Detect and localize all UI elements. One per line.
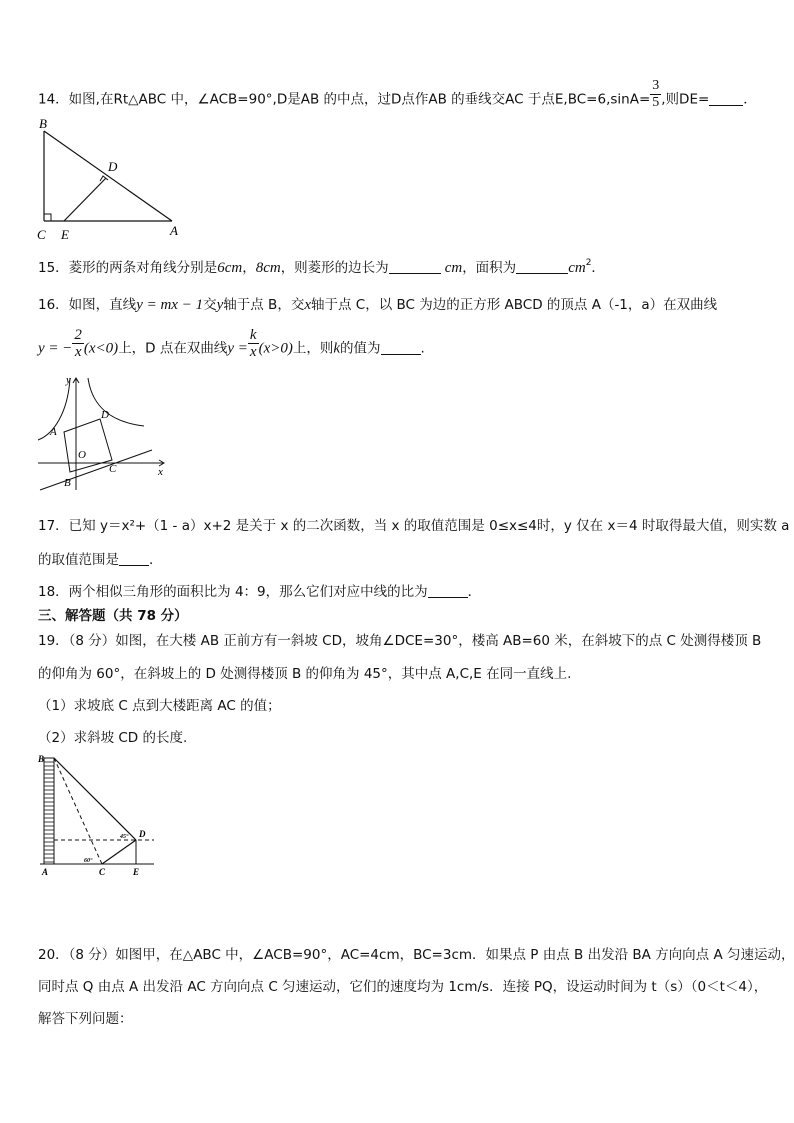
q19-label-d: D <box>139 829 146 839</box>
q16-label-b: B <box>64 477 71 489</box>
q19-figure <box>34 750 164 880</box>
q20-line2: 同时点 Q 由点 A 出发沿 AC 方向向点 C 匀速运动，它们的速度均为 1cm/s．连接 PQ，设运动时间为 t（s）（0＜t＜4）， <box>38 979 768 995</box>
q15-text: 15．菱形的两条对角线分别是6cm，8cm，则菱形的边长为 cm，面积为 $cm^2$． <box>38 258 605 276</box>
q16-answer-blank[interactable] <box>381 340 421 355</box>
q19-angle-60: 60° <box>84 858 93 864</box>
q14-label-a: A <box>170 223 178 238</box>
q16-line2: y = − $\frac{2}{x}$ (x<0)上，D 点在双曲线y = $\frac{k}{x}$ (x>0)上，则k的值为 . <box>38 327 425 360</box>
q19-label-a: A <box>42 867 49 877</box>
q14-fraction: $\frac{3}{5}$ <box>652 78 660 110</box>
q17-answer-blank[interactable] <box>119 551 149 566</box>
q20-line1: 20．（8 分）如图甲，在△ABC 中，∠ACB=90°，AC=4cm，BC=3cm．如果点 P 由点 B 出发沿 BA 方向向点 A 匀速运动， <box>38 947 794 963</box>
q14-figure <box>34 115 184 245</box>
q19-angle-45: 45° <box>120 834 129 840</box>
q14-answer-blank[interactable] <box>709 91 743 106</box>
q14-label-e: E <box>61 227 69 242</box>
q16-label-c: C <box>109 463 117 475</box>
q14-label-b: B <box>39 116 47 131</box>
q18-text: 18．两个相似三角形的面积比为 4：9，那么它们对应中线的比为 ． <box>38 584 482 600</box>
q15-area-blank[interactable] <box>516 259 568 274</box>
q16-label-y: y <box>66 374 71 386</box>
q15-side-blank[interactable] <box>389 259 441 274</box>
q19-sub1: （1）求坡底 C 点到大楼距离 AC 的值； <box>38 698 281 714</box>
q19-line1: 19．（8 分）如图，在大楼 AB 正前方有一斜坡 CD，坡角∠DCE=30°，楼高 AB=60 米，在斜坡下的点 C 处测得楼顶 B <box>38 633 762 649</box>
q19-label-e: E <box>133 867 140 877</box>
q19-sub2: （2）求斜坡 CD 的长度. <box>38 730 188 746</box>
q19-label-b: B <box>38 754 45 764</box>
q14-label-c: C <box>37 227 46 242</box>
q17-line2: 的取值范围是 ． <box>38 552 163 568</box>
q14-label-d: D <box>108 159 118 174</box>
q16-label-a: A <box>50 426 57 438</box>
q16-label-d: D <box>101 409 109 421</box>
q16-label-x: x <box>158 466 163 478</box>
q18-answer-blank[interactable] <box>428 583 468 598</box>
q16-figure <box>34 372 174 497</box>
q14-text: 14．如图,在Rt△ABC 中，∠ACB=90°,D是AB 的中点，过D点作AB 的垂线交AC 于点E,BC=6,sinA= $\frac{3}{5}$ ,则DE= ． <box>38 78 757 110</box>
section-heading: 三、解答题（共 78 分） <box>38 608 188 624</box>
q16-line1: 16．如图，直线y = mx − 1交y轴于点 B，交x轴于点 C，以 BC 为边的正方形 ABCD 的顶点 A（-1，a）在双曲线 <box>38 297 718 313</box>
q19-line2: 的仰角为 60°，在斜坡上的 D 处测得楼顶 B 的仰角为 45°，其中点 A,C,E 在同一直线上. <box>38 666 572 682</box>
q17-line1: 17．已知 y＝x²+（1 - a）x+2 是关于 x 的二次函数，当 x 的取值范围是 0≤x≤4时，y 仅在 x＝4 时取得最大值，则实数 a <box>38 518 790 534</box>
q20-line3: 解答下列问题： <box>38 1011 133 1027</box>
q16-label-o: O <box>78 449 86 461</box>
q19-label-c: C <box>99 867 106 877</box>
